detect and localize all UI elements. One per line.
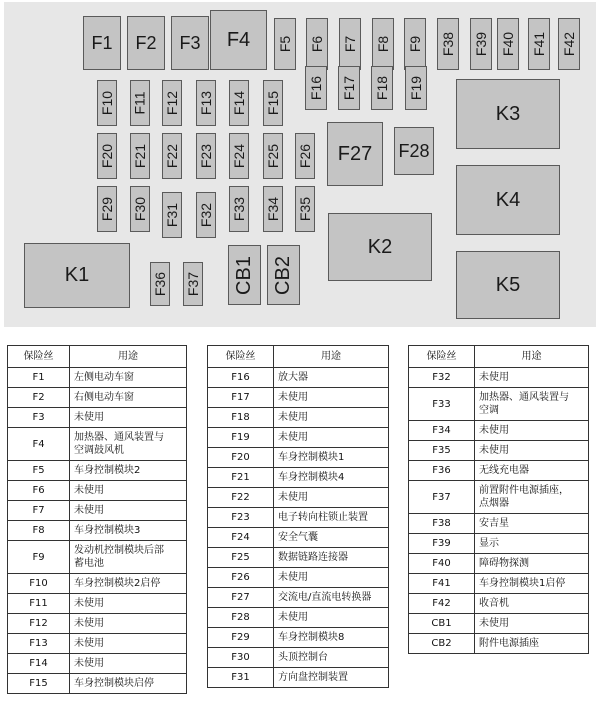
fuse-f38: [437, 18, 459, 70]
fuse-f7: [339, 18, 361, 70]
table-row: [409, 388, 589, 421]
fuse-id-cell: F23: [208, 508, 274, 528]
fuse-id-cell: F26: [208, 568, 274, 588]
breaker-cb2: [267, 245, 300, 305]
usage-cell: 未使用: [70, 594, 187, 614]
table-row: [8, 541, 187, 574]
fuse-f11-label: F11: [132, 91, 148, 115]
usage-cell: 未使用: [274, 568, 389, 588]
table-header-row: [8, 346, 187, 368]
usage-cell: 附件电源插座: [475, 634, 589, 654]
fuse-id-cell: F28: [208, 608, 274, 628]
fuse-id-cell: F9: [8, 541, 70, 574]
usage-cell: 未使用: [70, 481, 187, 501]
breaker-cb2-label: CB2: [272, 255, 294, 295]
relay-k5-label: K5: [495, 273, 521, 296]
fuse-id-cell: F3: [8, 408, 70, 428]
usage-cell: 未使用: [70, 501, 187, 521]
fuse-id-cell: F6: [8, 481, 70, 501]
relay-k1: [24, 243, 130, 308]
usage-cell: 未使用: [274, 428, 389, 448]
fuse-f29-label: F29: [99, 196, 115, 222]
fuse-panel-diagram: [4, 2, 596, 327]
fuse-f34-label: F34: [265, 196, 281, 222]
fuse-id-cell: F18: [208, 408, 274, 428]
fuse-f9: [404, 18, 426, 70]
fuse-f32-label: F32: [198, 202, 214, 228]
fuse-f14-label: F14: [231, 90, 247, 116]
usage-cell: 未使用: [70, 614, 187, 634]
usage-cell: 显示: [475, 534, 589, 554]
fuse-f1-label: F1: [91, 32, 113, 53]
usage-cell: 交流电/直流电转换器: [274, 588, 389, 608]
fuse-f6-label: F6: [309, 35, 325, 53]
fuse-f31: [162, 192, 182, 238]
usage-cell: 放大器: [274, 368, 389, 388]
usage-cell: 车身控制模块2启停: [70, 574, 187, 594]
usage-cell: 数据链路连接器: [274, 548, 389, 568]
fuse-f19-label: F19: [408, 75, 424, 101]
fuse-f39-label: F39: [473, 31, 489, 57]
fuse-f15-label: F15: [265, 90, 281, 116]
fuse-f42-label: F42: [561, 31, 577, 57]
fuse-f11: [130, 80, 150, 126]
relay-k3-label: K3: [495, 102, 521, 125]
fuse-f18: [371, 66, 393, 110]
usage-cell: 未使用: [475, 421, 589, 441]
fuse-id-cell: F31: [208, 668, 274, 688]
usage-cell: 安吉星: [475, 514, 589, 534]
usage-cell: 未使用: [274, 408, 389, 428]
fuse-f16-label: F16: [308, 75, 324, 101]
fuse-f19: [405, 66, 427, 110]
usage-cell: 未使用: [475, 368, 589, 388]
fuse-id-cell: F35: [409, 441, 475, 461]
fuse-id-cell: CB1: [409, 614, 475, 634]
fuse-id-cell: F21: [208, 468, 274, 488]
fuse-id-cell: F42: [409, 594, 475, 614]
fuse-f4-label: F4: [226, 28, 251, 51]
fuse-f33: [229, 186, 249, 232]
fuse-f17-label: F17: [341, 75, 357, 101]
fuse-id-cell: F27: [208, 588, 274, 608]
table-row: [208, 568, 389, 588]
usage-cell: 加热器、通风装置与 空调: [475, 388, 589, 421]
usage-cell: 加热器、通风装置与 空调鼓风机: [70, 428, 187, 461]
fuse-id-cell: F30: [208, 648, 274, 668]
table-row: [8, 481, 187, 501]
fuse-f7-label: F7: [342, 35, 358, 53]
relay-k2-label: K2: [367, 235, 393, 258]
usage-cell: 车身控制模块1启停: [475, 574, 589, 594]
table-row: [8, 408, 187, 428]
fuse-f35-label: F35: [297, 196, 313, 222]
table-row: [8, 654, 187, 674]
fuse-id-cell: F16: [208, 368, 274, 388]
table-row: [409, 534, 589, 554]
fuse-f13: [196, 80, 216, 126]
usage-cell: 车身控制模块1: [274, 448, 389, 468]
table-row: [208, 668, 389, 688]
table-row: [8, 634, 187, 654]
fuse-f40-label: F40: [500, 31, 516, 57]
fuse-f12: [162, 80, 182, 126]
usage-cell: 车身控制模块3: [70, 521, 187, 541]
relay-k4-label: K4: [495, 188, 521, 211]
breaker-cb1: [228, 245, 261, 305]
usage-cell: 车身控制模块4: [274, 468, 389, 488]
fuse-f21-label: F21: [132, 143, 148, 169]
fuse-f4: [210, 10, 267, 70]
fuse-id-cell: F2: [8, 388, 70, 408]
table-row: [208, 428, 389, 448]
table-row: [208, 648, 389, 668]
fuse-f1: [83, 16, 121, 70]
fuse-f8: [372, 18, 394, 70]
header-fuse: 保险丝: [409, 346, 475, 368]
table-row: [8, 501, 187, 521]
table-row: [8, 521, 187, 541]
usage-cell: 未使用: [70, 634, 187, 654]
table-row: [409, 368, 589, 388]
fuse-f10: [97, 80, 117, 126]
fuse-id-cell: F20: [208, 448, 274, 468]
fuse-f20-label: F20: [99, 143, 115, 169]
table-row: [8, 388, 187, 408]
fuse-id-cell: F12: [8, 614, 70, 634]
usage-cell: 未使用: [70, 408, 187, 428]
fuse-f35: [295, 186, 315, 232]
table-row: [409, 634, 589, 654]
table-header-row: [208, 346, 389, 368]
fuse-f20: [97, 133, 117, 179]
fuse-f40: [497, 18, 519, 70]
fuse-id-cell: CB2: [409, 634, 475, 654]
fuse-f2-label: F2: [135, 32, 157, 53]
fuse-id-cell: F13: [8, 634, 70, 654]
fuse-f25: [263, 133, 283, 179]
table-row: [409, 441, 589, 461]
fuse-f14: [229, 80, 249, 126]
relay-k3: [456, 79, 560, 149]
fuse-f22: [162, 133, 182, 179]
fuse-f18-label: F18: [374, 75, 390, 101]
usage-cell: 发动机控制模块后部 蓄电池: [70, 541, 187, 574]
header-fuse: 保险丝: [8, 346, 70, 368]
usage-cell: 车身控制模块2: [70, 461, 187, 481]
fuse-id-cell: F4: [8, 428, 70, 461]
usage-cell: 无线充电器: [475, 461, 589, 481]
fuse-id-cell: F41: [409, 574, 475, 594]
header-usage: 用途: [274, 346, 389, 368]
fuse-f16: [305, 66, 327, 110]
fuse-id-cell: F34: [409, 421, 475, 441]
table-header-row: [409, 346, 589, 368]
table-row: [409, 461, 589, 481]
usage-cell: 未使用: [475, 441, 589, 461]
fuse-id-cell: F14: [8, 654, 70, 674]
usage-cell: 电子转向柱锁止装置: [274, 508, 389, 528]
usage-cell: 安全气囊: [274, 528, 389, 548]
table-row: [208, 628, 389, 648]
table-row: [208, 448, 389, 468]
fuse-f33-label: F33: [231, 196, 247, 222]
fuse-f38-label: F38: [440, 31, 456, 57]
table-row: [409, 614, 589, 634]
fuse-f27: [327, 122, 383, 186]
fuse-f39: [470, 18, 492, 70]
fuse-f32: [196, 192, 216, 238]
table-row: [8, 614, 187, 634]
table-row: [409, 421, 589, 441]
table-row: [208, 528, 389, 548]
relay-k4: [456, 165, 560, 235]
header-usage: 用途: [70, 346, 187, 368]
fuse-f24: [229, 133, 249, 179]
fuse-id-cell: F1: [8, 368, 70, 388]
table-row: [208, 408, 389, 428]
usage-cell: 左侧电动车窗: [70, 368, 187, 388]
table-row: [409, 514, 589, 534]
usage-cell: 右侧电动车窗: [70, 388, 187, 408]
fuse-f42: [558, 18, 580, 70]
fuse-f6: [306, 18, 328, 70]
usage-cell: 头顶控制台: [274, 648, 389, 668]
fuse-f15: [263, 80, 283, 126]
table-row: [409, 481, 589, 514]
fuse-id-cell: F37: [409, 481, 475, 514]
fuse-f26: [295, 133, 315, 179]
fuse-f3: [171, 16, 209, 70]
fuse-id-cell: F32: [409, 368, 475, 388]
fuse-id-cell: F22: [208, 488, 274, 508]
fuse-id-cell: F8: [8, 521, 70, 541]
usage-cell: 未使用: [274, 488, 389, 508]
fuse-f41-label: F41: [531, 31, 547, 57]
fuse-f29: [97, 186, 117, 232]
fuse-f28: [394, 127, 434, 175]
fuse-id-cell: F5: [8, 461, 70, 481]
table-row: [208, 548, 389, 568]
header-usage: 用途: [475, 346, 589, 368]
relay-k5: [456, 251, 560, 319]
fuse-f8-label: F8: [375, 35, 391, 53]
usage-cell: 障碍物探测: [475, 554, 589, 574]
fuse-id-cell: F11: [8, 594, 70, 614]
fuse-f13-label: F13: [198, 90, 214, 116]
table-row: [8, 461, 187, 481]
fuse-id-cell: F29: [208, 628, 274, 648]
table-row: [8, 594, 187, 614]
fuse-f25-label: F25: [265, 143, 281, 169]
fuse-f17: [338, 66, 360, 110]
table-row: [8, 428, 187, 461]
fuse-f41: [528, 18, 550, 70]
table-row: [208, 368, 389, 388]
fuse-id-cell: F38: [409, 514, 475, 534]
fuse-id-cell: F39: [409, 534, 475, 554]
fuse-f30-label: F30: [132, 196, 148, 222]
fuse-f30: [130, 186, 150, 232]
usage-cell: 车身控制模块启停: [70, 674, 187, 694]
relay-k1-label: K1: [64, 264, 90, 286]
fuse-id-cell: F7: [8, 501, 70, 521]
fuse-f37: [183, 262, 203, 306]
usage-cell: 方向盘控制装置: [274, 668, 389, 688]
table-row: [8, 368, 187, 388]
usage-cell: 未使用: [274, 388, 389, 408]
fuse-f37-label: F37: [185, 271, 201, 297]
fuse-f5-label: F5: [277, 35, 293, 53]
table-row: [208, 488, 389, 508]
table-row: [208, 588, 389, 608]
table-row: [208, 468, 389, 488]
table-row: [409, 594, 589, 614]
fuse-f31-label: F31: [164, 202, 180, 228]
fuse-id-cell: F10: [8, 574, 70, 594]
breaker-cb1-label: CB1: [233, 255, 255, 295]
table-row: [409, 574, 589, 594]
fuse-f3-label: F3: [179, 32, 201, 53]
fuse-table-1: [7, 345, 187, 694]
fuse-id-cell: F25: [208, 548, 274, 568]
fuse-f27-label: F27: [337, 142, 373, 165]
fuse-f23: [196, 133, 216, 179]
fuse-f36: [150, 262, 170, 306]
usage-cell: 未使用: [70, 654, 187, 674]
table-row: [208, 508, 389, 528]
table-row: [208, 608, 389, 628]
fuse-f10-label: F10: [99, 90, 115, 116]
table-row: [8, 574, 187, 594]
table-row: [8, 674, 187, 694]
usage-cell: 车身控制模块8: [274, 628, 389, 648]
fuse-table-3: [408, 345, 589, 654]
header-fuse: 保险丝: [208, 346, 274, 368]
usage-cell: 收音机: [475, 594, 589, 614]
usage-cell: 未使用: [475, 614, 589, 634]
fuse-id-cell: F24: [208, 528, 274, 548]
fuse-id-cell: F33: [409, 388, 475, 421]
fuse-f34: [263, 186, 283, 232]
fuse-table-2: [207, 345, 389, 688]
fuse-f28-label: F28: [398, 140, 430, 161]
table-row: [208, 388, 389, 408]
fuse-id-cell: F36: [409, 461, 475, 481]
fuse-f12-label: F12: [164, 90, 180, 116]
fuse-f2: [127, 16, 165, 70]
usage-cell: 前置附件电源插座， 点烟器: [475, 481, 589, 514]
fuse-id-cell: F15: [8, 674, 70, 694]
fuse-f36-label: F36: [152, 271, 168, 297]
fuse-f23-label: F23: [198, 143, 214, 169]
usage-cell: 未使用: [274, 608, 389, 628]
fuse-id-cell: F40: [409, 554, 475, 574]
fuse-f26-label: F26: [297, 143, 313, 169]
fuse-f24-label: F24: [231, 143, 247, 169]
relay-k2: [328, 213, 432, 281]
table-row: [409, 554, 589, 574]
fuse-id-cell: F19: [208, 428, 274, 448]
fuse-f21: [130, 133, 150, 179]
fuse-f22-label: F22: [164, 143, 180, 169]
fuse-f9-label: F9: [407, 35, 423, 53]
fuse-id-cell: F17: [208, 388, 274, 408]
fuse-f5: [274, 18, 296, 70]
